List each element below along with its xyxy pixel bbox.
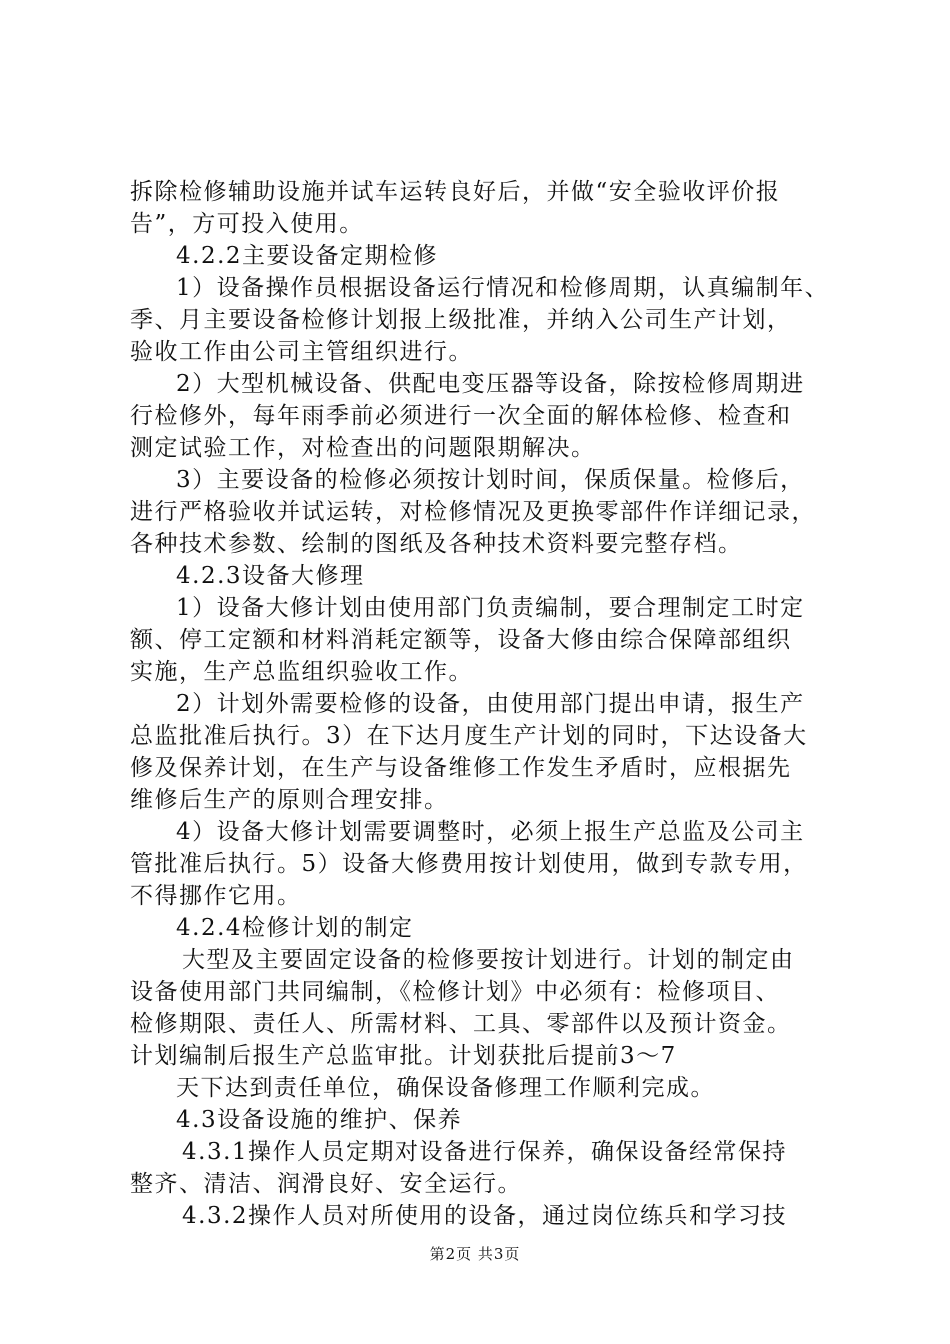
body-line: 季、月主要设备检修计划报上级批准，并纳入公司生产计划， [130, 307, 792, 333]
body-line: 修及保养计划，在生产与设备维修工作发生矛盾时，应根据先 [130, 755, 792, 781]
body-line: 4.3.1操作人员定期对设备进行保养，确保设备经常保持 [182, 1139, 788, 1165]
body-line: 检修期限、责任人、所需材料、工具、零部件以及预计资金。 [130, 1011, 792, 1037]
section-heading: 4.2.4检修计划的制定 [176, 915, 414, 941]
section-heading: 4.2.2主要设备定期检修 [176, 243, 439, 269]
section-heading: 4.2.3设备大修理 [176, 563, 365, 589]
section-heading: 4.3设备设施的维护、保养 [176, 1107, 463, 1133]
body-line: 天下达到责任单位，确保设备修理工作顺利完成。 [176, 1075, 715, 1101]
body-line: 各种技术参数、绘制的图纸及各种技术资料要完整存档。 [130, 531, 743, 557]
body-line: 1）设备操作员根据设备运行情况和检修周期，认真编制年、 [176, 275, 830, 301]
body-line: 告”，方可投入使用。 [130, 211, 364, 237]
body-line: 3）主要设备的检修必须按计划时间，保质保量。检修后， [176, 467, 805, 493]
body-line: 整齐、清洁、润滑良好、安全运行。 [130, 1171, 522, 1197]
body-line: 大型及主要固定设备的检修要按计划进行。计划的制定由 [182, 947, 795, 973]
body-line: 测定试验工作，对检查出的问题限期解决。 [130, 435, 596, 461]
body-line: 1）设备大修计划由使用部门负责编制，要合理制定工时定 [176, 595, 805, 621]
body-line: 验收工作由公司主管组织进行。 [130, 339, 473, 365]
body-line: 4）设备大修计划需要调整时，必须上报生产总监及公司主 [176, 819, 805, 845]
body-line: 2）大型机械设备、供配电变压器等设备，除按检修周期进 [176, 371, 805, 397]
page-number-footer: 第2页 共3页 [429, 1245, 521, 1263]
body-line: 拆除检修辅助设施并试车运转良好后，并做“安全验收评价报 [130, 179, 781, 205]
body-line: 实施，生产总监组织验收工作。 [130, 659, 473, 685]
body-line: 2）计划外需要检修的设备，由使用部门提出申请，报生产 [176, 691, 805, 717]
body-line: 进行严格验收并试运转，对检修情况及更换零部件作详细记录， [130, 499, 816, 525]
body-line: 行检修外，每年雨季前必须进行一次全面的解体检修、检查和 [130, 403, 792, 429]
body-line: 额、停工定额和材料消耗定额等，设备大修由综合保障部组织 [130, 627, 792, 653]
body-line: 4.3.2操作人员对所使用的设备，通过岗位练兵和学习技 [182, 1203, 788, 1229]
body-line: 设备使用部门共同编制，《检修计划》中必须有：检修项目、 [130, 979, 780, 1005]
body-line: 不得挪作它用。 [130, 883, 302, 909]
body-line: 计划编制后报生产总监审批。计划获批后提前3～7 [130, 1043, 677, 1069]
body-line: 维修后生产的原则合理安排。 [130, 787, 449, 813]
body-line: 总监批准后执行。3）在下达月度生产计划的同时，下达设备大 [130, 723, 808, 749]
document-body [130, 176, 842, 1232]
body-line: 管批准后执行。5）设备大修费用按计划使用，做到专款专用， [130, 851, 808, 877]
